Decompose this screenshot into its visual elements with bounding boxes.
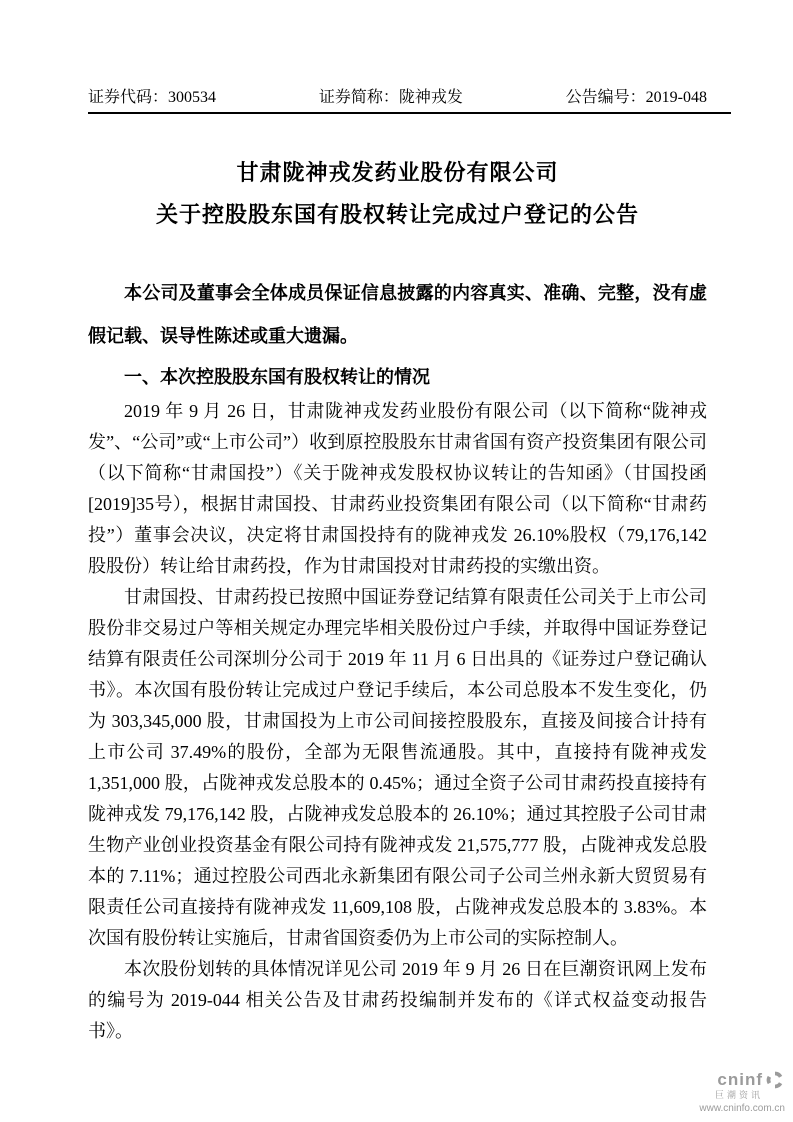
company-title: 甘肃陇神戎发药业股份有限公司 bbox=[236, 160, 559, 185]
announcement-title: 关于控股股东国有股权转让完成过户登记的公告 bbox=[155, 202, 639, 227]
cninfo-logo-url: www.cninfo.com.cn bbox=[699, 1102, 785, 1114]
cninfo-swirl-icon bbox=[765, 1070, 785, 1090]
stock-code: 证券代码：300534 bbox=[88, 89, 217, 106]
section-heading: 一、本次控股股东国有股权转让的情况 bbox=[124, 367, 430, 387]
disclaimer-paragraph: 本公司及董事会全体成员保证信息披露的内容真实、准确、完整，没有虚假记载、误导性陈述或重大遗漏。 bbox=[88, 283, 707, 346]
document-header bbox=[88, 88, 707, 108]
header-divider bbox=[88, 112, 731, 114]
body-paragraph-3: 本次股份划转的具体情况详见公司 2019 年 9 月 26 日在巨潮资讯网上发布的编号为 2019-044 相关公告及甘肃药投编制并发布的《详式权益变动报告书》。 bbox=[88, 959, 707, 1041]
announcement-number: 公告编号：2019-048 bbox=[565, 89, 707, 106]
body-paragraph-1: 2019 年 9 月 26 日，甘肃陇神戎发药业股份有限公司（以下简称“陇神戎发”、“公司”或“上市公司”）收到原控股股东甘肃省国有资产投资集团有限公司（以下简称“甘肃国投”）《关于陇神戎发股权协议转让的告知函》（甘国投函[2019]35号），根据甘肃国投、甘肃药业投资集团有限公司（以下简称“甘肃药投”）董事会决议，决定将甘肃国投持有的陇神戎发 26.10%股权（79,176,142 股股份）转让给甘肃药投，作为甘肃国投对甘肃药投的实缴出资。 bbox=[88, 401, 707, 576]
cninfo-logo-text: cninf bbox=[717, 1069, 763, 1089]
cninfo-logo-chinese: 巨潮资讯 bbox=[714, 1090, 763, 1100]
cninfo-logo bbox=[699, 1070, 785, 1114]
cninfo-logo-row bbox=[699, 1070, 785, 1090]
stock-name: 证券简称：陇神戎发 bbox=[318, 89, 463, 106]
body-paragraph-2: 甘肃国投、甘肃药投已按照中国证券登记结算有限责任公司关于上市公司股份非交易过户等相关规定办理完毕相关股份过户手续，并取得中国证券登记结算有限责任公司深圳分公司于 2019 年 11 月 6 日出具的《证券过户登记确认书》。本次国有股份转让完成过户登记手续后，本公司总股本不发生变化，仍为 303,345,000 股，甘肃国投为上市公司间接控股股东，直接及间接合计持有上市公司 37.49%的股份，全部为无限售流通股。其中，直接持有陇神戎发 1,351,000 股，占陇神戎发总股本的 0.45%；通过全资子公司甘肃药投直接持有陇神戎发 79,176,142 股，占陇神戎发总股本的 26.10%；通过其控股子公司甘肃生物产业创业投资基金有限公司持有陇神戎发 21,575,777 股，占陇神戎发总股本的 7.11%；通过控股公司西北永新集团有限公司子公司兰州永新大贸贸易有限责任公司直接持有陇神戎发 11,609,108 股，占陇神戎发总股本的 3.83%。本次国有股份转让实施后，甘肃省国资委仍为上市公司的实际控制人。 bbox=[88, 587, 707, 948]
